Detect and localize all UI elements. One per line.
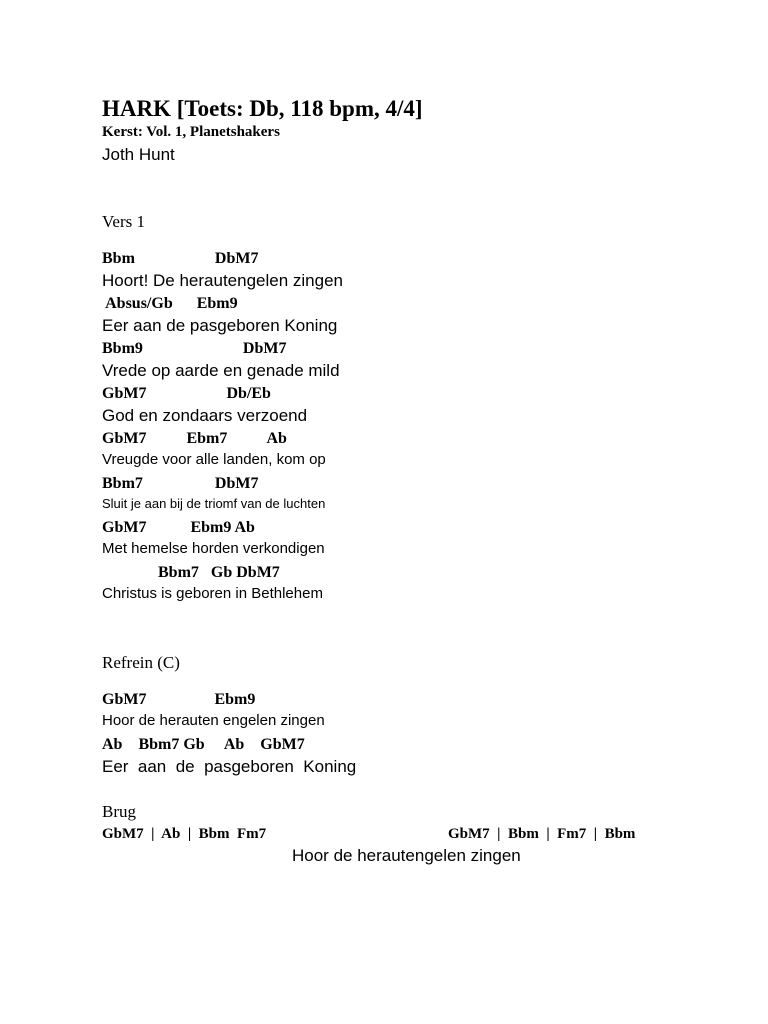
bridge-chords-left: GbM7 | Ab | Bbm Fm7 <box>102 826 267 842</box>
lyric-line: Sluit je aan bij de triomf van de luchten <box>102 496 326 511</box>
section-label-chorus: Refrein (C) <box>102 653 180 672</box>
lyric-line: Hoort! De herautengelen zingen <box>102 271 343 290</box>
lyric-line: God en zondaars verzoend <box>102 406 308 425</box>
chord-line: GbM7 Ebm9 Ab <box>102 519 255 536</box>
chord-line: GbM7 Db/Eb <box>102 385 271 402</box>
lyric-line: Met hemelse horden verkondigen <box>102 540 325 557</box>
bridge-chords-right: GbM7 | Bbm | Fm7 | Bbm <box>448 826 636 842</box>
song-title: HARK [Toets: Db, 118 bpm, 4/4] <box>102 96 423 121</box>
bridge-lyric: Hoor de herautengelen zingen <box>292 846 521 865</box>
lyric-line: Christus is geboren in Bethlehem <box>102 585 323 602</box>
song-album: Kerst: Vol. 1, Planetshakers <box>102 124 280 140</box>
lyric-line: Vreugde voor alle landen, kom op <box>102 451 326 468</box>
lyric-line: Eer aan de pasgeboren Koning <box>102 316 338 335</box>
chord-line: Absus/Gb Ebm9 <box>102 295 238 312</box>
song-author: Joth Hunt <box>102 145 175 164</box>
lyric-line: Vrede op aarde en genade mild <box>102 361 340 380</box>
chord-line: GbM7 Ebm9 <box>102 691 256 708</box>
chord-line: GbM7 Ebm7 Ab <box>102 430 287 447</box>
chord-line: Bbm7 Gb DbM7 <box>102 564 280 581</box>
section-label-bridge: Brug <box>102 802 136 821</box>
chord-line: Bbm7 DbM7 <box>102 475 259 492</box>
chord-line: Bbm9 DbM7 <box>102 340 287 357</box>
lyric-line: Hoor de herauten engelen zingen <box>102 712 325 729</box>
chord-line: Bbm DbM7 <box>102 250 259 267</box>
chord-line: Ab Bbm7 Gb Ab GbM7 <box>102 736 305 753</box>
section-label-verse1: Vers 1 <box>102 212 145 231</box>
lyric-line: Eer aan de pasgeboren Koning <box>102 757 357 776</box>
